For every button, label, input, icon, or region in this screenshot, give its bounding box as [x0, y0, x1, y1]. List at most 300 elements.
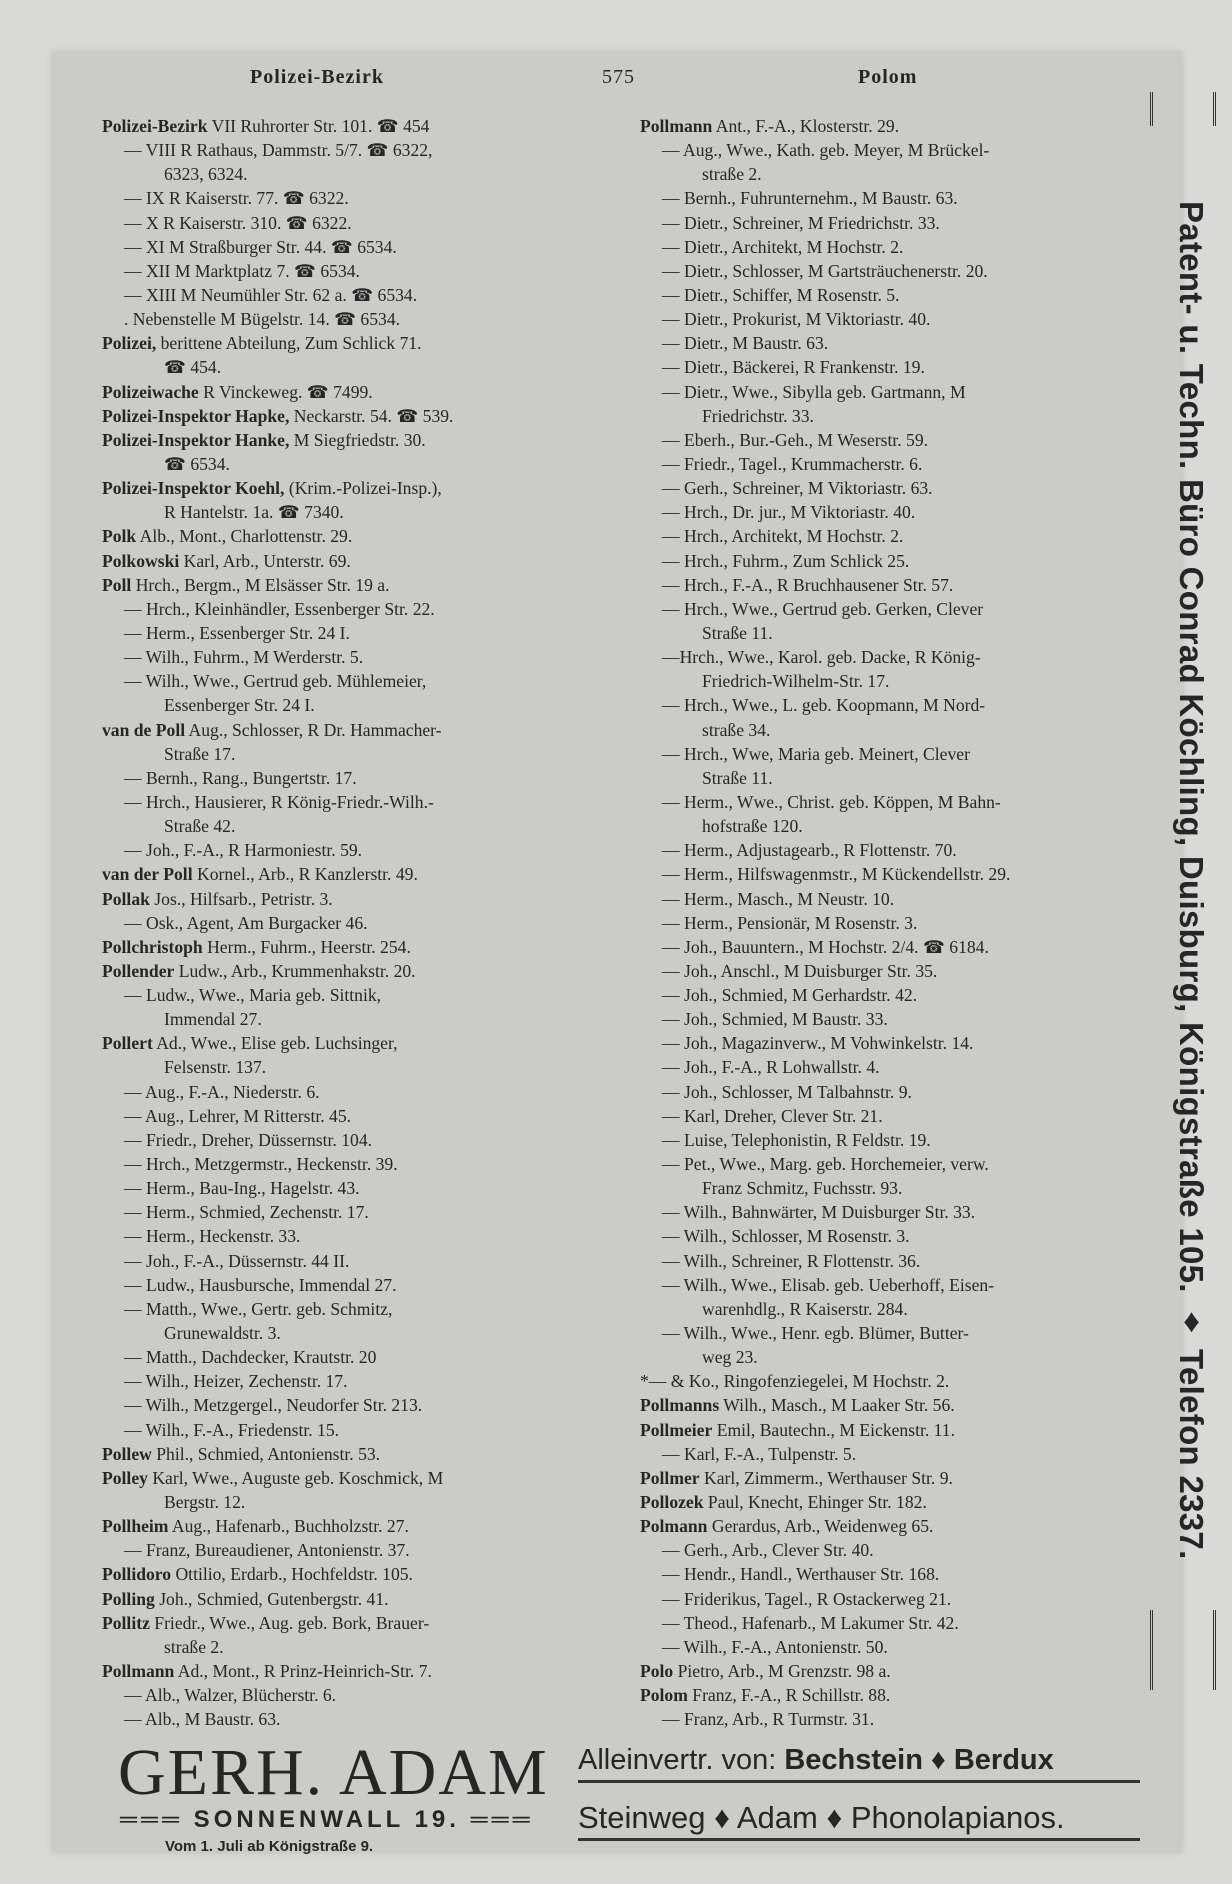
directory-entry-line [102, 1273, 453, 1297]
entry-surname: Pollchristoph [102, 936, 203, 957]
entry-text: straße 34. [702, 719, 771, 740]
directory-entry-line [102, 404, 453, 428]
entry-text: — Joh., Schmied, M Baustr. 33. [662, 1009, 888, 1030]
entry-text: — Joh., F.-A., R Harmoniestr. 59. [124, 840, 363, 861]
entry-text: Jos., Hilfsarb., Petristr. 3. [149, 888, 333, 909]
entry-text: Grunewaldstr. 3. [164, 1323, 281, 1344]
entry-surname: Polo [640, 1661, 674, 1681]
entry-text: Joh., Schmied, Gutenbergstr. 41. [154, 1588, 389, 1609]
ad-brands: Bechstein ♦ Berdux [784, 1744, 1054, 1776]
directory-entry-line [640, 331, 1010, 355]
directory-entry-line [102, 1587, 453, 1611]
entry-text: Aug., Schlosser, R Dr. Hammacher- [185, 719, 442, 740]
entry-text: Phil., Schmied, Antonienstr. 53. [151, 1443, 381, 1464]
entry-surname: Polizei-Inspektor Koehl, [102, 478, 285, 499]
directory-entry-line [640, 404, 1010, 428]
directory-entry-line [102, 1538, 453, 1562]
directory-entry-line [102, 162, 453, 186]
directory-entry-line [102, 1200, 453, 1224]
directory-entry-line [640, 935, 1010, 959]
directory-entry-line [102, 307, 453, 331]
directory-entry-line [102, 1128, 453, 1152]
directory-entry-line [102, 838, 453, 862]
entry-text: — Herm., Schmied, Zechenstr. 17. [124, 1202, 369, 1223]
entry-text: berittene Abteilung, Zum Schlick 71. [156, 333, 422, 354]
entry-surname: Pollert [102, 1033, 153, 1054]
entry-text: — Wilh., Wwe., Henr. egb. Blümer, Butter- [662, 1323, 969, 1344]
ad-company-name: GERH. ADAM [118, 1736, 549, 1809]
entry-text: Neckarstr. 54. ☎ 539. [289, 405, 454, 426]
entry-text: — Hrch., Architekt, M Hochstr. 2. [662, 526, 904, 547]
entry-surname: Polizei, [102, 333, 157, 354]
entry-surname: Pollmer [640, 1467, 700, 1488]
entry-text: Friedr., Wwe., Aug. geb. Bork, Brauer- [149, 1612, 430, 1633]
directory-entry-line [640, 1152, 1010, 1176]
entry-text: — Alb., M Baustr. 63. [124, 1709, 281, 1730]
directory-entry-line [640, 380, 1010, 404]
directory-entry-line [640, 283, 1010, 307]
directory-entry-line [102, 718, 453, 742]
directory-entry-line [640, 524, 1010, 548]
entry-text: 6323, 6324. [164, 164, 248, 185]
entry-text: R Vinckeweg. ☎ 7499. [198, 381, 373, 402]
entry-text: Pietro, Arb., M Grenzstr. 98 a. [673, 1661, 891, 1681]
entry-text: — Franz, Bureaudiener, Antonienstr. 37. [124, 1540, 410, 1561]
entry-text: Wilh., Masch., M Laaker Str. 56. [719, 1395, 955, 1416]
directory-entry-line [102, 1345, 453, 1369]
directory-entry-line [640, 307, 1010, 331]
entry-text: — Wilh., Bahnwärter, M Duisburger Str. 33. [662, 1202, 976, 1223]
entry-text: Friedrichstr. 33. [702, 405, 814, 426]
entry-text: Emil, Bautechn., M Eickenstr. 11. [712, 1419, 955, 1440]
directory-entry-line [640, 693, 1010, 717]
directory-entry-line [102, 500, 453, 524]
directory-entry-line [102, 259, 453, 283]
directory-entry-line [102, 331, 453, 355]
directory-entry-line [102, 621, 453, 645]
entry-text: — Wilh., Schreiner, R Flottenstr. 36. [662, 1250, 921, 1271]
entry-text: Ottilio, Erdarb., Hochfeldstr. 105. [171, 1564, 413, 1585]
directory-entry-line [102, 452, 453, 476]
directory-entry-line [102, 1635, 453, 1659]
directory-entry-line [640, 476, 1010, 500]
entry-surname: Polom [640, 1685, 688, 1706]
entry-text: ☎ 6534. [164, 453, 230, 474]
directory-entry-line [640, 452, 1010, 476]
directory-entry-line [102, 138, 453, 162]
entry-surname: Pollmeier [640, 1419, 713, 1440]
directory-entry-line [102, 1418, 453, 1442]
entry-text: Franz, F.-A., R Schillstr. 88. [687, 1685, 891, 1706]
directory-entry-line [640, 500, 1010, 524]
entry-surname: Polizei-Inspektor Hanke, [102, 429, 290, 450]
directory-entry-line [102, 186, 453, 210]
directory-entry-line [102, 211, 453, 235]
entry-text: . Nebenstelle M Bügelstr. 14. ☎ 6534. [124, 309, 401, 330]
entry-text: Herm., Fuhrm., Heerstr. 254. [202, 936, 411, 957]
entry-surname: Polizei-Inspektor Hapke, [102, 405, 290, 426]
entry-text: — XIII M Neumühler Str. 62 a. ☎ 6534. [124, 284, 418, 305]
directory-entry-line [102, 1297, 453, 1321]
directory-entry-line [102, 1055, 453, 1079]
directory-entry-line [640, 1538, 1010, 1562]
directory-entry-line [640, 645, 1010, 669]
entry-surname: Polizei-Bezirk [102, 116, 208, 136]
directory-entry-line [640, 983, 1010, 1007]
directory-entry-line [640, 235, 1010, 259]
entry-text: — Joh., F.-A., R Lohwallstr. 4. [662, 1057, 880, 1078]
entry-text: Felsenstr. 137. [164, 1057, 267, 1078]
directory-entry-line [640, 1007, 1010, 1031]
entry-text: — Ludw., Hausbursche, Immendal 27. [124, 1274, 397, 1295]
directory-entry-line [640, 959, 1010, 983]
directory-entry-line [102, 524, 453, 548]
entry-text: — Gerh., Schreiner, M Viktoriastr. 63. [662, 478, 933, 499]
entry-surname: Polizeiwache [102, 381, 199, 402]
directory-entry-line [102, 959, 453, 983]
entry-text: Gerardus, Arb., Weidenweg 65. [707, 1516, 934, 1537]
entry-text: — Herm., Pensionär, M Rosenstr. 3. [662, 912, 918, 933]
directory-entry-line [640, 138, 1010, 162]
entry-surname: Pollak [102, 888, 150, 909]
directory-entry-line [102, 693, 453, 717]
ad-pianos: Steinweg ♦ Adam ♦ Phonolapianos. [578, 1800, 1140, 1841]
directory-entry-line [102, 235, 453, 259]
entry-text: Bergstr. 12. [164, 1492, 246, 1513]
directory-entry-line [640, 1055, 1010, 1079]
directory-entry-line [640, 1321, 1010, 1345]
directory-entry-line [640, 259, 1010, 283]
directory-entry-line [640, 1224, 1010, 1248]
directory-entry-line [102, 742, 453, 766]
entry-surname: Pollidoro [102, 1564, 172, 1585]
entry-text: — Dietr., Wwe., Sibylla geb. Gartmann, M [662, 381, 966, 402]
directory-entry-line [102, 1080, 453, 1104]
directory-entry-line [102, 862, 453, 886]
directory-entry-line [102, 1683, 453, 1707]
entry-text: — Gerh., Arb., Clever Str. 40. [662, 1540, 874, 1561]
entry-surname: Pollmanns [640, 1395, 720, 1416]
directory-entry-line [640, 1490, 1010, 1514]
directory-entry-line [102, 766, 453, 790]
entry-text: — Friedr., Tagel., Krummacherstr. 6. [662, 453, 923, 474]
entry-text: — Osk., Agent, Am Burgacker 46. [124, 912, 368, 933]
directory-entry-line [102, 1562, 453, 1586]
directory-entry-line [102, 935, 453, 959]
entry-text: — Herm., Bau-Ing., Hagelstr. 43. [124, 1178, 360, 1199]
entry-text: — Eberh., Bur.-Geh., M Weserstr. 59. [662, 429, 929, 450]
directory-entry-line [640, 887, 1010, 911]
entry-text: — Wilh., F.-A., Friedenstr. 15. [124, 1419, 340, 1440]
directory-entry-line [640, 1418, 1010, 1442]
entry-text: — Herm., Essenberger Str. 24 I. [124, 622, 350, 643]
directory-entry-line [102, 1104, 453, 1128]
directory-entry-line [640, 814, 1010, 838]
entry-text: — Wilh., Wwe., Elisab. geb. Ueberhoff, Eisen- [662, 1274, 995, 1295]
ad-address: ═══ SONNENWALL 19. ═══ [120, 1806, 534, 1833]
directory-entry-line [640, 621, 1010, 645]
entry-text: Karl, Wwe., Auguste geb. Koschmick, M [147, 1467, 444, 1488]
directory-entry-line [102, 1393, 453, 1417]
side-ad-rule-bottom [1150, 1610, 1216, 1690]
running-head-right: Polom [858, 66, 918, 88]
directory-entry-line [102, 597, 453, 621]
entry-text: — Friedr., Dreher, Düssernstr. 104. [124, 1129, 373, 1150]
entry-text: — Hrch., Kleinhändler, Essenberger Str. 22. [124, 598, 435, 619]
entry-text: — Ludw., Wwe., Maria geb. Sittnik, [124, 985, 382, 1006]
directory-entry-line [102, 1152, 453, 1176]
entry-text: straße 2. [702, 164, 762, 185]
directory-entry-line [640, 549, 1010, 573]
entry-text: — Aug., Lehrer, M Ritterstr. 45. [124, 1105, 352, 1126]
entry-surname: Polkowski [102, 550, 180, 571]
directory-entry-line [102, 1490, 453, 1514]
entry-text: — Herm., Masch., M Neustr. 10. [662, 888, 895, 909]
entry-text: — Bernh., Rang., Bungertstr. 17. [124, 767, 357, 788]
entry-text: Karl, Zimmerm., Werthauser Str. 9. [699, 1467, 953, 1488]
entry-text: — Wilh., Wwe., Gertrud geb. Mühlemeier, [124, 671, 427, 692]
entry-text: — Dietr., Schlosser, M Gartsträuchenerstr. 20. [662, 260, 988, 281]
entry-surname: Polley [102, 1467, 148, 1488]
entry-text: — Hrch., Wwe., L. geb. Koopmann, M Nord- [662, 695, 986, 716]
directory-entry-line [102, 573, 453, 597]
entry-surname: Polling [102, 1588, 155, 1609]
directory-entry-line [102, 814, 453, 838]
directory-entry-line [102, 1321, 453, 1345]
entry-text: — Hrch., Wwe., Gertrud geb. Gerken, Clever [662, 598, 984, 619]
entry-text: Alb., Mont., Charlottenstr. 29. [136, 526, 353, 547]
directory-entry-line [640, 211, 1010, 235]
entry-text: — Pet., Wwe., Marg. geb. Horchemeier, verw. [662, 1154, 989, 1175]
directory-entry-line [102, 1176, 453, 1200]
directory-entry-line [102, 1224, 453, 1248]
directory-entry-line [640, 718, 1010, 742]
directory-entry-line [640, 1707, 1010, 1731]
directory-entry-line [640, 1611, 1010, 1635]
entry-surname: Pollmann [640, 116, 713, 136]
entry-text: Hrch., Bergm., M Elsässer Str. 19 a. [131, 574, 390, 595]
entry-text: — Bernh., Fuhrunternehm., M Baustr. 63. [662, 188, 958, 209]
directory-entry-line [640, 1562, 1010, 1586]
entry-text: — Herm., Heckenstr. 33. [124, 1226, 301, 1247]
entry-text: straße 2. [164, 1636, 224, 1657]
directory-entry-line [102, 1707, 453, 1731]
entry-text: — Dietr., Architekt, M Hochstr. 2. [662, 236, 904, 257]
directory-entry-line [640, 911, 1010, 935]
directory-entry-line [640, 597, 1010, 621]
entry-text: R Hantelstr. 1a. ☎ 7340. [164, 502, 344, 523]
side-ad-rule-top [1150, 92, 1216, 126]
directory-entry-line [640, 790, 1010, 814]
directory-entry-line [102, 1007, 453, 1031]
entry-text: — Dietr., Bäckerei, R Frankenstr. 19. [662, 357, 925, 378]
directory-entry-line [640, 1031, 1010, 1055]
ad-moving-notice: Vom 1. Juli ab Königstraße 9. [165, 1838, 374, 1855]
entry-text: — Joh., Schmied, M Gerhardstr. 42. [662, 985, 918, 1006]
entry-text: — Hrch., Hausierer, R König-Friedr.-Wilh.- [124, 791, 434, 812]
directory-entry-line [640, 1176, 1010, 1200]
entry-surname: Pollew [102, 1443, 152, 1464]
directory-entry-line [102, 1514, 453, 1538]
directory-entry-line [640, 1200, 1010, 1224]
directory-entry-line [640, 742, 1010, 766]
entry-surname: Pollitz [102, 1612, 150, 1633]
entry-text: — Joh., F.-A., Düssernstr. 44 II. [124, 1250, 350, 1271]
entry-text: Ludw., Arb., Krummenhakstr. 20. [174, 960, 416, 981]
directory-entry-line [640, 1442, 1010, 1466]
entry-text: — Wilh., F.-A., Antonienstr. 50. [662, 1636, 888, 1657]
directory-entry-line [640, 114, 1010, 138]
entry-text: Immendal 27. [164, 1009, 262, 1030]
entry-surname: Pollozek [640, 1492, 704, 1513]
entry-surname: Poll [102, 574, 132, 595]
entry-text: — Aug., Wwe., Kath. geb. Meyer, M Brückel- [662, 140, 990, 161]
entry-text: — Wilh., Schlosser, M Rosenstr. 3. [662, 1226, 910, 1247]
directory-entry-line [102, 790, 453, 814]
entry-text: — Wilh., Fuhrm., M Werderstr. 5. [124, 647, 364, 668]
entry-surname: Polk [102, 526, 137, 547]
directory-entry-line [102, 549, 453, 573]
directory-entry-line [640, 186, 1010, 210]
directory-entry-line [102, 380, 453, 404]
entry-text: Paul, Knecht, Ehinger Str. 182. [703, 1492, 927, 1513]
entry-text: — Karl, F.-A., Tulpenstr. 5. [662, 1443, 857, 1464]
entry-text: — Joh., Bauuntern., M Hochstr. 2/4. ☎ 6184. [662, 936, 989, 957]
entry-text: *— & Ko., Ringofenziegelei, M Hochstr. 2. [640, 1371, 950, 1392]
directory-entry-line [640, 1393, 1010, 1417]
directory-entry-line [102, 1442, 453, 1466]
entry-text: — Friderikus, Tagel., R Ostackerweg 21. [662, 1588, 952, 1609]
entry-text: (Krim.-Polizei-Insp.), [284, 478, 442, 499]
directory-entry-line [102, 283, 453, 307]
directory-entry-line [640, 766, 1010, 790]
entry-text: weg 23. [702, 1347, 758, 1368]
directory-entry-line [640, 1635, 1010, 1659]
entry-text: — Theod., Hafenarb., M Lakumer Str. 42. [662, 1612, 959, 1633]
entry-text: — Herm., Hilfswagenmstr., M Kückendellstr. 29. [662, 864, 1011, 885]
directory-entry-line [102, 1466, 453, 1490]
entry-text: — Wilh., Metzgergel., Neudorfer Str. 213. [124, 1395, 423, 1416]
entry-text: — Karl, Dreher, Clever Str. 21. [662, 1105, 883, 1126]
directory-entry-line [102, 355, 453, 379]
directory-entry-line [640, 1587, 1010, 1611]
directory-entry-line [640, 1345, 1010, 1369]
ad-sole-agency [578, 1744, 1140, 1783]
directory-entry-line [640, 669, 1010, 693]
directory-entry-line [640, 1683, 1010, 1707]
directory-entry-line [640, 1128, 1010, 1152]
entry-text: — Joh., Magazinverw., M Vohwinkelstr. 14. [662, 1033, 974, 1054]
entry-text: M Siegfriedstr. 30. [289, 429, 426, 450]
entry-text: Straße 11. [702, 622, 773, 643]
directory-entry-line [640, 1466, 1010, 1490]
entry-text: — X R Kaiserstr. 310. ☎ 6322. [124, 212, 352, 233]
directory-entry-line [640, 1273, 1010, 1297]
entry-text: hofstraße 120. [702, 816, 803, 837]
directory-entry-line [640, 1297, 1010, 1321]
entry-text: — Herm., Wwe., Christ. geb. Köppen, M Bahn- [662, 791, 1001, 812]
entry-text: — Joh., Anschl., M Duisburger Str. 35. [662, 960, 938, 981]
entry-text: — Matth., Dachdecker, Krautstr. 20 [124, 1347, 377, 1368]
entry-text: Straße 42. [164, 816, 236, 837]
directory-entry-line [102, 645, 453, 669]
entry-surname: van de Poll [102, 719, 186, 740]
entry-text: Franz Schmitz, Fuchsstr. 93. [702, 1178, 903, 1199]
entry-text: Friedrich-Wilhelm-Str. 17. [702, 671, 890, 692]
entry-text: — Hendr., Handl., Werthauser Str. 168. [662, 1564, 940, 1585]
directory-entry-line [102, 887, 453, 911]
entry-text: — Aug., F.-A., Niederstr. 6. [124, 1081, 320, 1102]
directory-entry-line [640, 838, 1010, 862]
entry-text: Ad., Wwe., Elise geb. Luchsinger, [152, 1033, 398, 1054]
ad-sole-agency-label: Alleinvertr. von: [578, 1744, 785, 1776]
entry-text: — Alb., Walzer, Blücherstr. 6. [124, 1685, 337, 1706]
entry-text: Karl, Arb., Unterstr. 69. [179, 550, 351, 571]
entry-text: VII Ruhrorter Str. 101. ☎ 454 [207, 116, 430, 136]
entry-surname: van der Poll [102, 864, 193, 885]
entry-text: — Hrch., Fuhrm., Zum Schlick 25. [662, 550, 910, 571]
entry-text: Aug., Hafenarb., Buchholzstr. 27. [168, 1516, 409, 1537]
directory-entry-line [640, 355, 1010, 379]
entry-text: — Joh., Schlosser, M Talbahnstr. 9. [662, 1081, 912, 1102]
entry-text: Ad., Mont., R Prinz-Heinrich-Str. 7. [174, 1661, 432, 1681]
entry-text: — Dietr., M Baustr. 63. [662, 333, 829, 354]
directory-entry-line [102, 983, 453, 1007]
entry-text: Kornel., Arb., R Kanzlerstr. 49. [192, 864, 418, 885]
directory-entry-line [102, 1659, 453, 1683]
entry-text: —Hrch., Wwe., Karol. geb. Dacke, R König- [662, 647, 981, 668]
entry-text: Essenberger Str. 24 I. [164, 695, 315, 716]
entry-text: Ant., F.-A., Klosterstr. 29. [712, 116, 900, 136]
entry-surname: Pollheim [102, 1516, 169, 1537]
entry-surname: Polmann [640, 1516, 708, 1537]
directory-entry-line [640, 1104, 1010, 1128]
directory-entry-line [640, 1249, 1010, 1273]
directory-entry-line [640, 428, 1010, 452]
entry-text: Straße 17. [164, 743, 236, 764]
entry-surname: Pollmann [102, 1661, 175, 1681]
entry-text: — IX R Kaiserstr. 77. ☎ 6322. [124, 188, 349, 209]
directory-entry-line [102, 428, 453, 452]
entry-text: — Franz, Arb., R Turmstr. 31. [662, 1709, 875, 1730]
entry-text: — Hrch., Metzgermstr., Heckenstr. 39. [124, 1154, 398, 1175]
running-head-left: Polizei-Bezirk [250, 66, 384, 88]
directory-entry-line [640, 1080, 1010, 1104]
entry-text: — VIII R Rathaus, Dammstr. 5/7. ☎ 6322, [124, 140, 433, 161]
page-number: 575 [602, 66, 635, 88]
directory-entry-line [640, 1369, 1010, 1393]
entry-text: ☎ 454. [164, 357, 222, 378]
right-column [640, 114, 1010, 1731]
entry-text: — Dietr., Schiffer, M Rosenstr. 5. [662, 284, 900, 305]
directory-entry-line [640, 573, 1010, 597]
directory-entry-line [640, 1659, 1010, 1683]
entry-text: — Wilh., Heizer, Zechenstr. 17. [124, 1371, 348, 1392]
entry-text: — Hrch., Wwe, Maria geb. Meinert, Clever [662, 743, 970, 764]
entry-surname: Pollender [102, 960, 175, 981]
directory-entry-line [102, 1611, 453, 1635]
directory-entry-line [102, 1369, 453, 1393]
entry-text: — Luise, Telephonistin, R Feldstr. 19. [662, 1129, 931, 1150]
entry-text: — XII M Marktplatz 7. ☎ 6534. [124, 260, 360, 281]
directory-entry-line [102, 1249, 453, 1273]
directory-entry-line [102, 114, 453, 138]
directory-entry-line [640, 1514, 1010, 1538]
entry-text: — Dietr., Prokurist, M Viktoriastr. 40. [662, 309, 931, 330]
directory-entry-line [102, 1031, 453, 1055]
directory-entry-line [102, 476, 453, 500]
entry-text: — Matth., Wwe., Gertr. geb. Schmitz, [124, 1298, 393, 1319]
